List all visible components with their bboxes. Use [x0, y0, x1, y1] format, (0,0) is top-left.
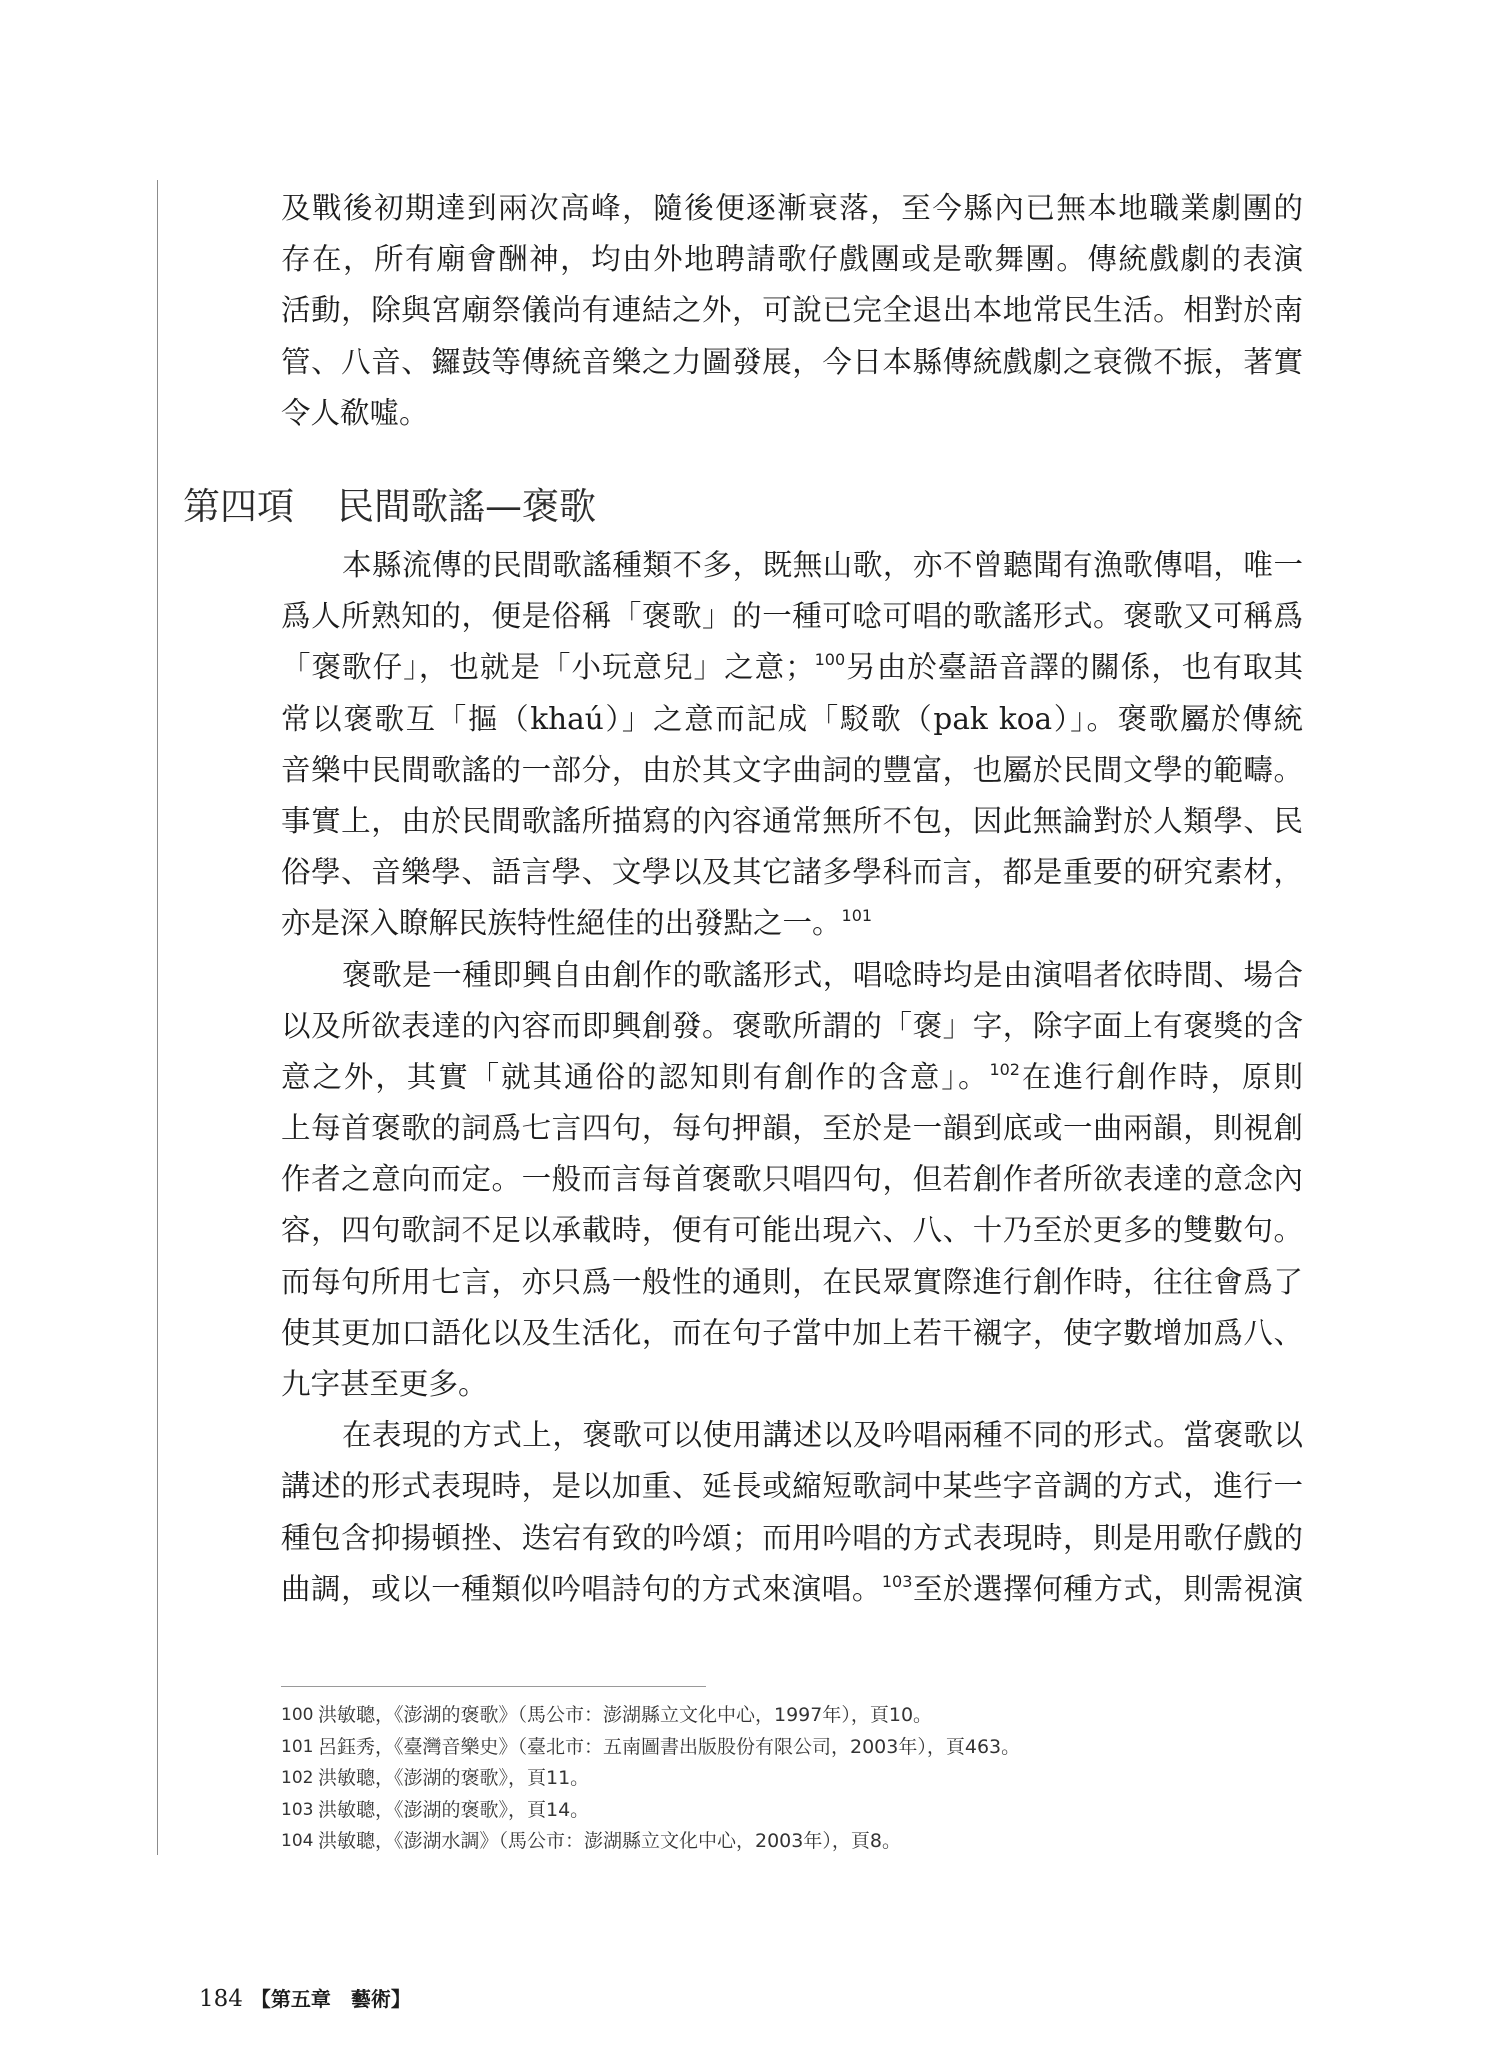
text-line [281, 1052, 1303, 1103]
text-line: 種包含抑揚頓挫、迭宕有致的吟頌；而用吟唱的方式表現時，則是用歌仔戲的 [281, 1520, 1303, 1555]
paragraph [281, 950, 1303, 1411]
text-line: 活動，除與宮廟祭儀尚有連結之外，可說已完全退出本地常民生活。相對於南 [281, 293, 1303, 328]
footnote-number: 102 [281, 1768, 314, 1788]
margin-rule [157, 180, 158, 1855]
text-segment: 另由於臺語音譯的關係，也有取其 [845, 650, 1303, 685]
section-number: 第四項 [183, 485, 294, 528]
footnote-text: 洪敏聰，《澎湖的褒歌》，頁11。 [318, 1767, 590, 1789]
text-line: 事實上，由於民間歌謠所描寫的內容通常無所不包，因此無論對於人類學、民 [281, 803, 1303, 838]
footnote-text: 洪敏聰，《澎湖的褒歌》（馬公市：澎湖縣立文化中心，1997年），頁10。 [318, 1704, 933, 1726]
text-line: 爲人所熟知的，便是俗稱「褒歌」的一種可唸可唱的歌謠形式。褒歌又可稱爲 [281, 599, 1303, 634]
footnote [281, 1732, 1303, 1764]
text-line: 以及所欲表達的內容而即興創發。褒歌所謂的「褒」字，除字面上有褒獎的含 [281, 1008, 1303, 1043]
text-line: 在表現的方式上，褒歌可以使用講述以及吟唱兩種不同的形式。當褒歌以 [342, 1418, 1303, 1453]
text-line [281, 642, 1303, 693]
paragraph [281, 183, 1303, 439]
footnote [281, 1763, 1303, 1795]
text-line [281, 898, 1303, 949]
running-head: 【第五章 藝術】 [250, 1987, 411, 2011]
text-line: 容，四句歌詞不足以承載時，便有可能出現六、八、十乃至於更多的雙數句。 [281, 1213, 1303, 1248]
footnote-number: 104 [281, 1831, 314, 1851]
text-line: 講述的形式表現時，是以加重、延長或縮短歌詞中某些字音調的方式，進行一 [281, 1469, 1303, 1504]
page-number: 184 [199, 1986, 243, 2012]
paragraph [281, 1410, 1303, 1615]
footnote-number: 100 [281, 1705, 314, 1725]
text-line: 存在，所有廟會酬神，均由外地聘請歌仔戲團或是歌舞團。傳統戲劇的表演 [281, 242, 1303, 277]
text-line: 俗學、音樂學、語言學、文學以及其它諸多學科而言，都是重要的研究素材， [281, 855, 1303, 890]
text-line: 而每句所用七言，亦只爲一般性的通則，在民眾實際進行創作時，往往會爲了 [281, 1264, 1303, 1299]
text-line: 使其更加口語化以及生活化，而在句子當中加上若干襯字，使字數增加爲八、 [281, 1315, 1303, 1350]
footnote-ref: 103 [881, 1571, 913, 1591]
footnote [281, 1795, 1303, 1827]
text-segment: 在進行創作時，原則 [1019, 1059, 1303, 1094]
text-line: 褒歌是一種即興自由創作的歌謠形式，唱唸時均是由演唱者依時間、場合 [342, 957, 1303, 992]
text-segment: 意之外，其實「就其通俗的認知則有創作的含意」。 [281, 1059, 990, 1094]
page-footer [199, 1985, 411, 2013]
text-segment: 至於選擇何種方式，則需視演 [912, 1571, 1303, 1606]
footnote [281, 1826, 1303, 1858]
section-title: 民間歌謠—褒歌 [337, 485, 596, 528]
text-line [281, 1564, 1303, 1615]
footnote-separator [281, 1686, 706, 1687]
text-line: 令人欷噓。 [281, 395, 429, 430]
text-line: 管、八音、鑼鼓等傳統音樂之力圖發展，今日本縣傳統戲劇之衰微不振，著實 [281, 344, 1303, 379]
footnote-ref: 100 [814, 650, 846, 670]
text-line: 本縣流傳的民間歌謠種類不多，既無山歌，亦不曾聽聞有漁歌傳唱，唯一 [342, 548, 1303, 582]
footnote-text: 呂鈺秀，《臺灣音樂史》（臺北市：五南圖書出版股份有限公司，2003年），頁463。 [318, 1735, 1021, 1758]
body-text [281, 540, 1303, 1615]
paragraph [281, 540, 1303, 950]
text-segment: 「褒歌仔」，也就是「小玩意兒」之意； [281, 650, 815, 685]
text-segment: 亦是深入瞭解民族特性絕佳的出發點之一。 [281, 906, 842, 941]
text-line: 常以褒歌互「摳（khaú）」之意而記成「駁歌（pak koa）」。褒歌屬於傳統 [281, 701, 1303, 736]
footnote-text: 洪敏聰，《澎湖水調》（馬公市：澎湖縣立文化中心，2003年），頁8。 [318, 1830, 901, 1852]
footnote-number: 103 [281, 1799, 314, 1820]
text-line: 上每首褒歌的詞爲七言四句，每句押韻，至於是一韻到底或一曲兩韻，則視創 [281, 1111, 1303, 1146]
text-line: 作者之意向而定。一般而言每首褒歌只唱四句，但若創作者所欲表達的意念內 [281, 1162, 1303, 1197]
text-segment: 曲調，或以一種類似吟唱詩句的方式來演唱。 [281, 1571, 882, 1606]
text-line: 及戰後初期達到兩次高峰，隨後便逐漸衰落，至今縣內已無本地職業劇團的 [281, 191, 1303, 225]
footnote-ref: 101 [841, 906, 873, 926]
footnote-text: 洪敏聰，《澎湖的褒歌》，頁14。 [318, 1798, 590, 1821]
text-line: 音樂中民間歌謠的一部分，由於其文字曲詞的豐富，也屬於民間文學的範疇。 [281, 752, 1303, 787]
footnote-number: 101 [281, 1736, 314, 1757]
text-line: 九字甚至更多。 [281, 1367, 488, 1401]
footnotes [281, 1700, 1303, 1858]
footnote-ref: 102 [989, 1059, 1020, 1079]
footnote [281, 1700, 1303, 1732]
